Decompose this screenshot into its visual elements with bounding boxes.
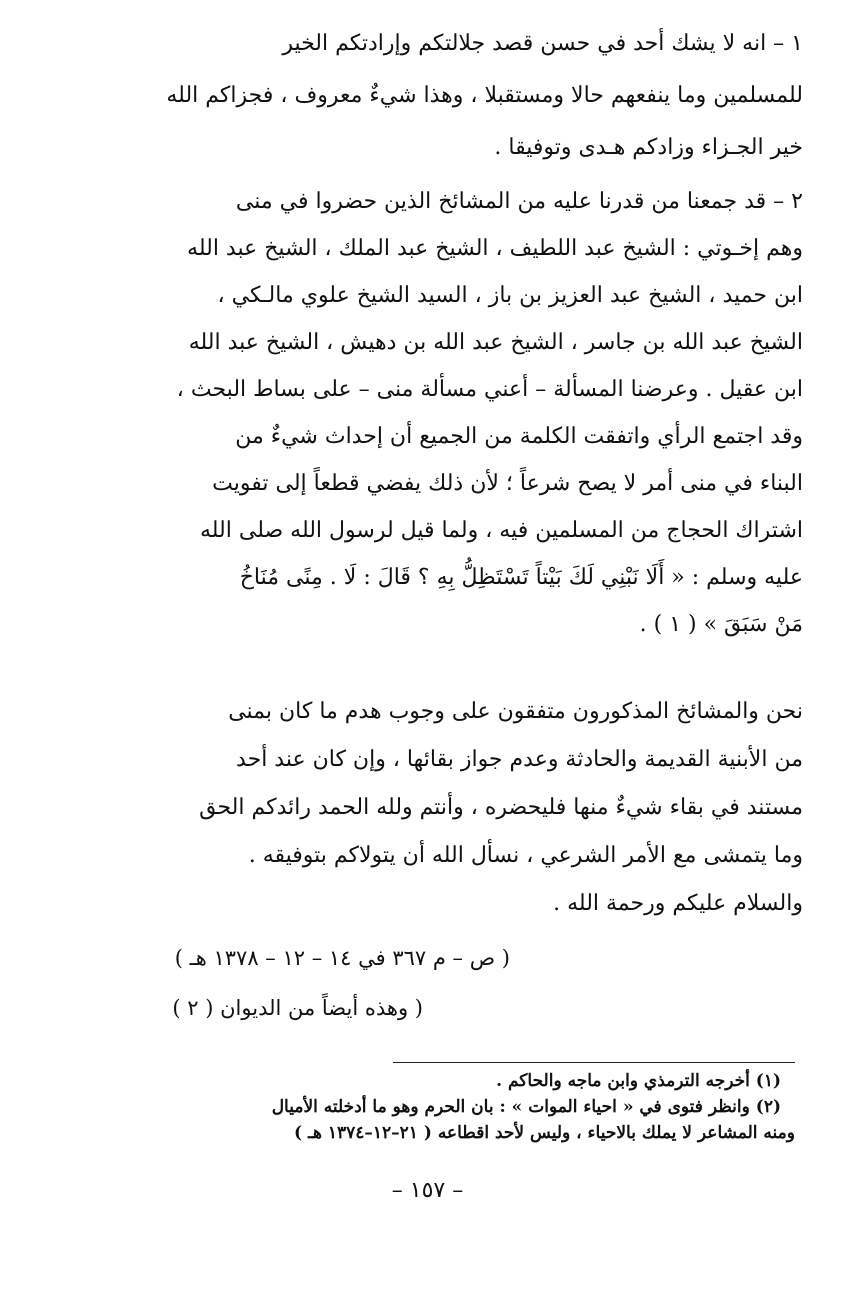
paragraph-2-line: ابن حميد ، الشيخ عبد العزيز بن باز ، السيد الشيخ علوي مالـكي ، [217, 283, 803, 308]
paragraph-1-line: خير الجـزاء وزادكم هـدى وتوفيقا . [494, 135, 803, 160]
paragraph-3-line: والسلام عليكم ورحمة الله . [553, 891, 803, 916]
paragraph-3 [103, 688, 803, 928]
footnote-1: (١) أخرجه الترمذي وابن ماجه والحاكم . [496, 1071, 781, 1091]
footnote-2: (٢) وانظر فتوى في « احياء الموات » : بان الحرم وهو ما أدخلته الأميال [271, 1097, 781, 1117]
paragraph-2-line: عليه وسلم : « أَلَا نَبْنِي لَكَ بَيْتاً تَسْتَظِلُّ بِهِ ؟ قَالَ : لَا . مِنًى مُنَاخُ [239, 565, 803, 590]
footnote-divider [393, 1062, 795, 1063]
paragraph-1-line: ١ – انه لا يشك أحد في حسن قصد جلالتكم وإرادتكم الخير [282, 31, 803, 56]
paragraph-2-line: البناء في منى أمر لا يصح شرعاً ؛ لأن ذلك يفضي قطعاً إلى تفويت [212, 471, 803, 496]
paragraph-2-line: ابن عقيل . وعرضنا المسألة – أعني مسألة منى – على بساط البحث ، [176, 377, 803, 402]
paragraph-2-line: الشيخ عبد الله بن جاسر ، الشيخ عبد الله بن دهيش ، الشيخ عبد الله [188, 330, 803, 355]
paragraph-1-line: للمسلمين وما ينفعهم حالا ومستقبلا ، وهذا شيءٌ معروف ، فجزاكم الله [166, 83, 803, 108]
paragraph-2-line: اشتراك الحجاج من المسلمين فيه ، ولما قيل لرسول الله صلى الله [199, 518, 803, 543]
paragraph-3-line: نحن والمشائخ المذكورون متفقون على وجوب هدم ما كان بمنى [228, 699, 803, 724]
source-note: ( وهذه أيضاً من الديوان ( ٢ ) [172, 996, 423, 1020]
paragraph-3-line: من الأبنية القديمة والحادثة وعدم جواز بقائها ، وإن كان عند أحد [236, 747, 803, 772]
paragraph-1 [103, 18, 803, 174]
paragraph-2-line: ٢ – قد جمعنا من قدرنا عليه من المشائخ الذين حضروا في منى [235, 189, 803, 214]
paragraph-2-line: وهم إخـوتي : الشيخ عبد اللطيف ، الشيخ عبد الملك ، الشيخ عبد الله [187, 236, 803, 261]
footnotes [95, 1068, 795, 1146]
paragraph-2-line: وقد اجتمع الرأي واتفقت الكلمة من الجميع أن إحداث شيءٌ من [235, 424, 803, 449]
paragraph-2 [103, 178, 803, 648]
page-number: – ١٥٧ – [391, 1178, 464, 1203]
source-reference: ( ص – م ٣٦٧ في ١٤ – ١٢ – ١٣٧٨ هـ ) [174, 946, 510, 970]
paragraph-2-line: مَنْ سَبَقَ » ( ١ ) . [639, 612, 803, 637]
paragraph-3-line: مستند في بقاء شيءٌ منها فليحضره ، وأنتم ولله الحمد رائدكم الحق [199, 795, 803, 820]
footnote-2-continued: ومنه المشاعر لا يملك بالاحياء ، وليس لأحد اقطاعه ( ٢١–١٢–١٣٧٤ هـ ) [294, 1123, 795, 1143]
paragraph-3-line: وما يتمشى مع الأمر الشرعي ، نسأل الله أن يتولاكم بتوفيقه . [248, 843, 803, 868]
